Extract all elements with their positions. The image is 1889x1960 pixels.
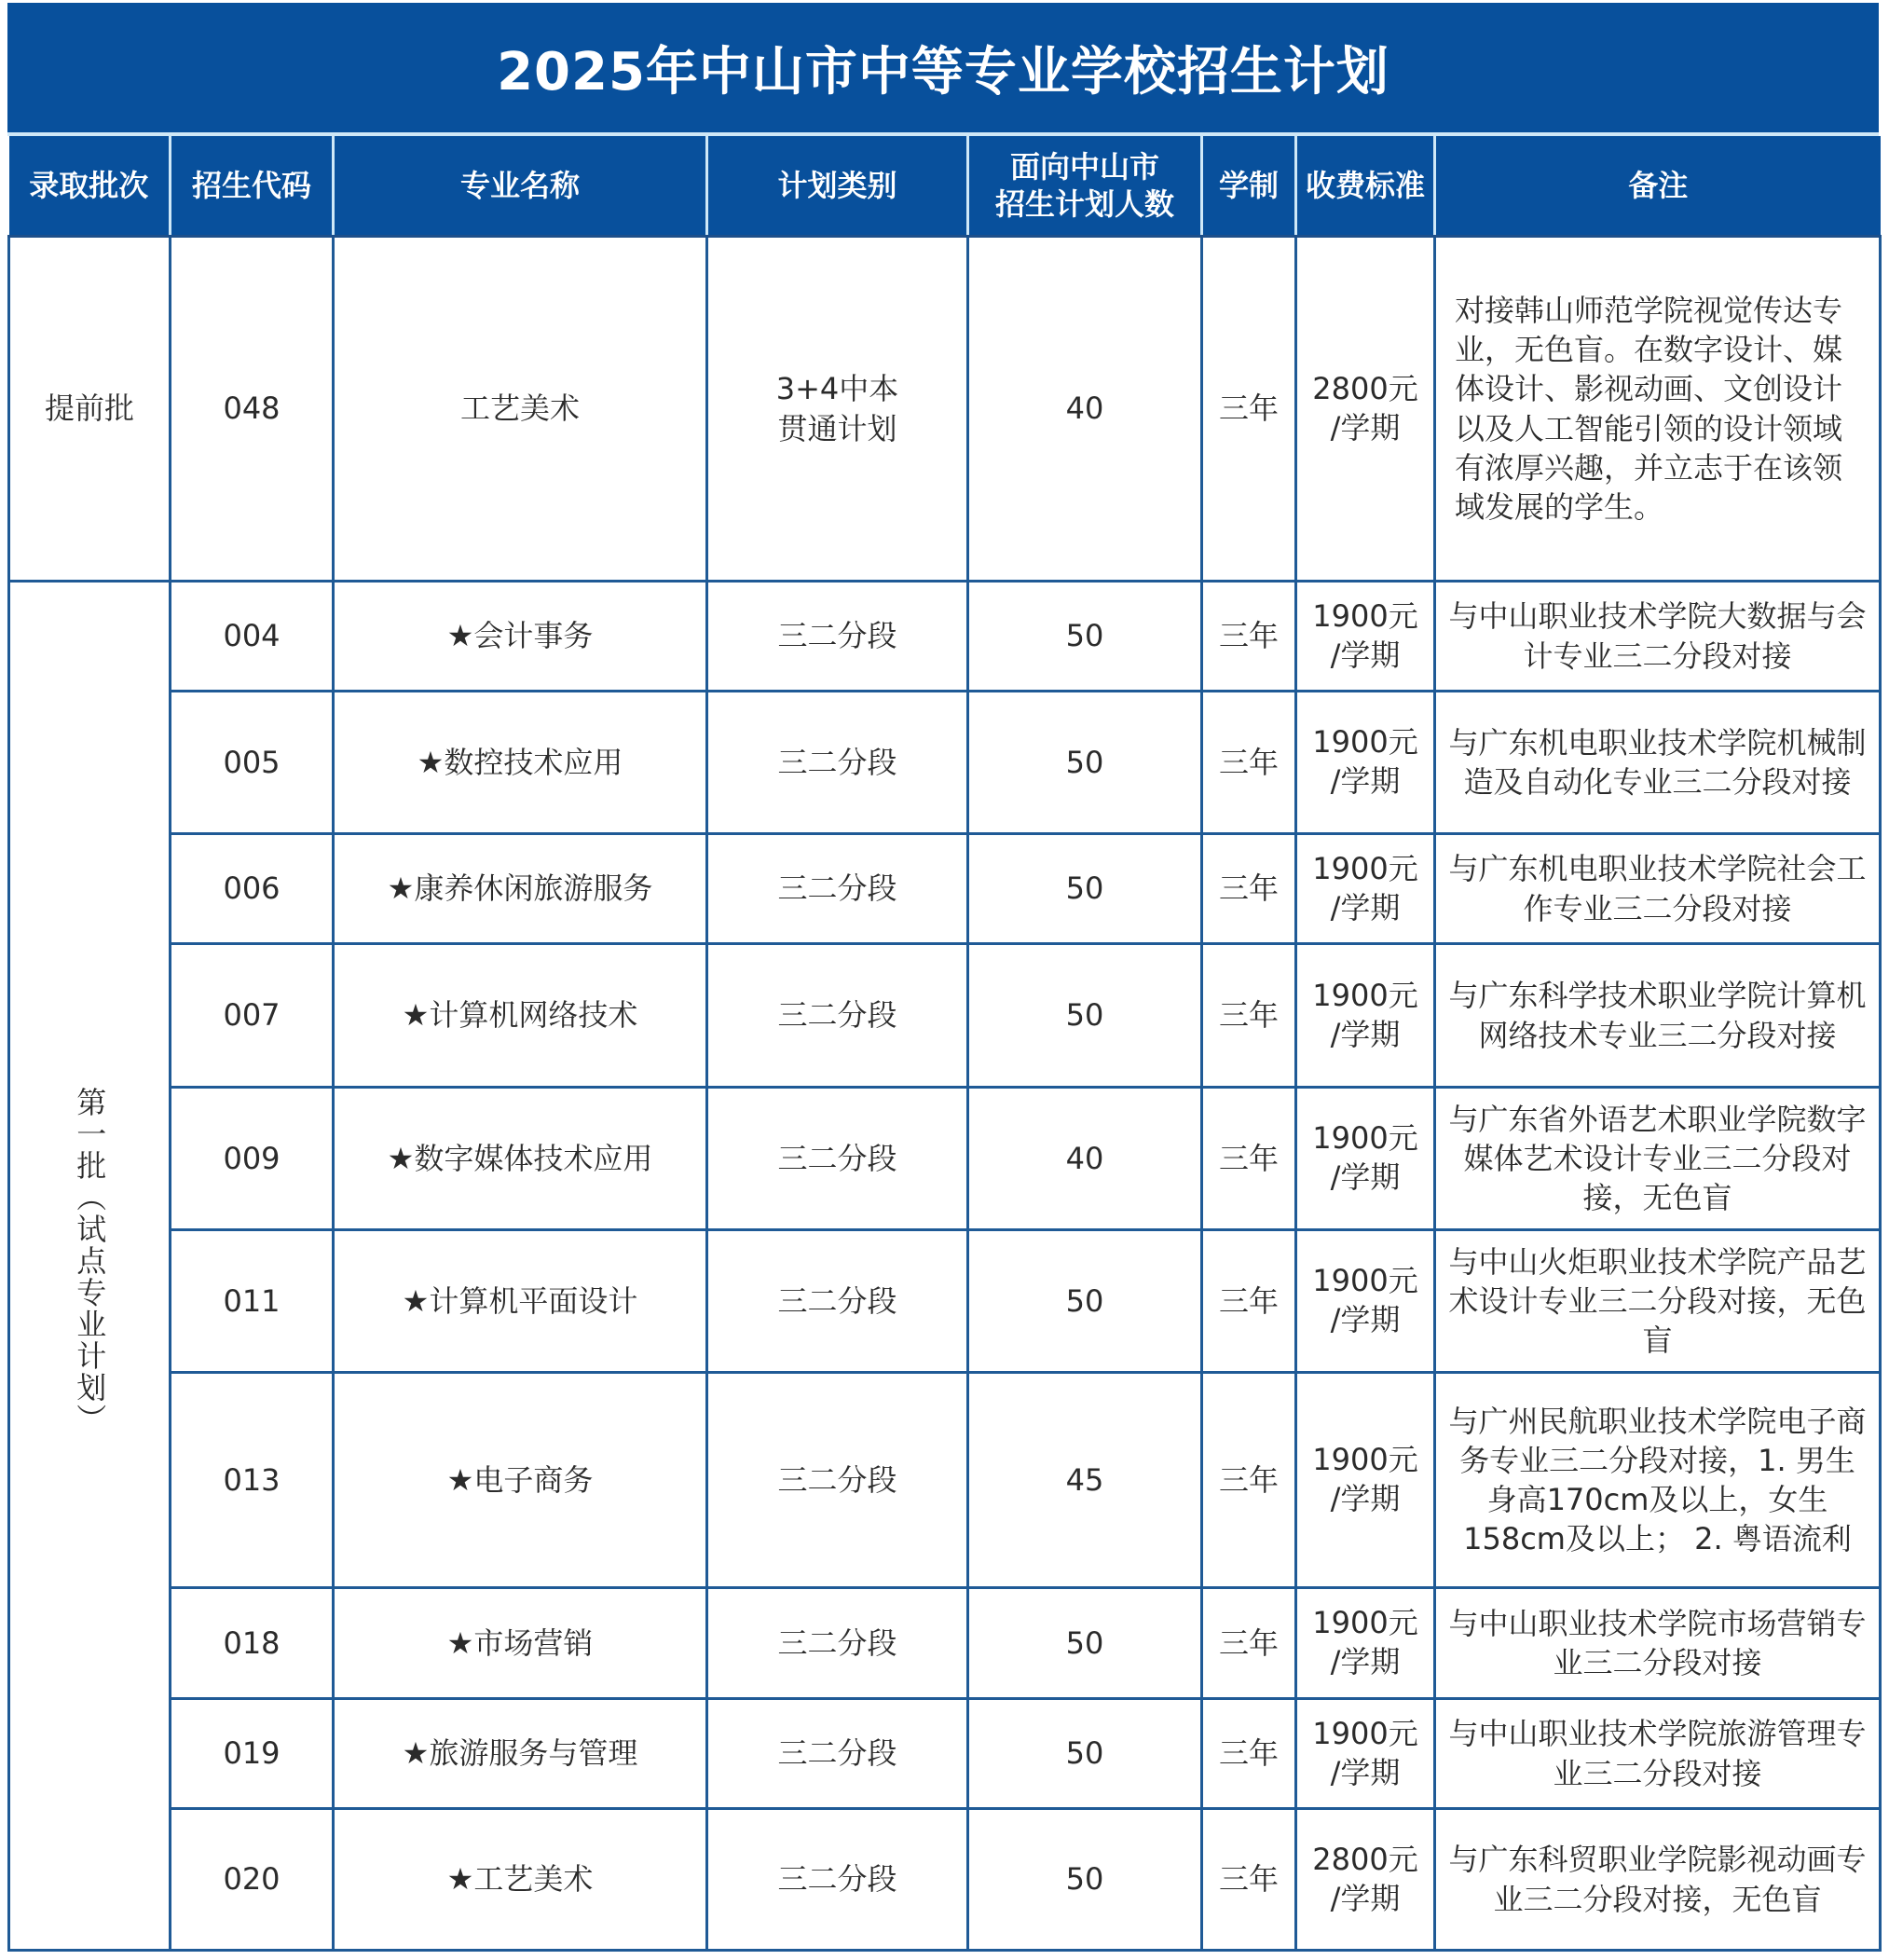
fee-cell [1296,1373,1435,1588]
fee-unit: /学期 [1330,637,1401,673]
code-cell: 007 [171,944,334,1088]
fee-cell [1296,1588,1435,1699]
major-cell: ★旅游服务与管理 [334,1699,707,1809]
fee-cell [1296,237,1435,582]
duration-cell: 三年 [1202,1699,1296,1809]
fee-amount: 1900元 [1312,1715,1418,1751]
quota-cell: 45 [968,1373,1202,1588]
plan-type-line1: 3+4中本 [775,370,899,406]
column-header-quota [968,136,1202,237]
major-cell: ★数控技术应用 [334,692,707,834]
fee-amount: 1900元 [1312,1605,1418,1641]
quota-cell: 50 [968,692,1202,834]
remark-cell: 与中山职业技术学院旅游管理专业三二分段对接 [1435,1699,1881,1809]
plan-type-cell: 三二分段 [707,692,968,834]
major-cell: ★电子商务 [334,1373,707,1588]
fee-amount: 1900元 [1312,724,1418,761]
fee-cell [1296,1809,1435,1951]
plan-type-cell: 三二分段 [707,582,968,692]
duration-cell: 三年 [1202,1230,1296,1373]
code-cell: 013 [171,1373,334,1588]
duration-cell: 三年 [1202,692,1296,834]
plan-type-cell [707,237,968,582]
duration-cell: 三年 [1202,1088,1296,1230]
remark-cell: 与广东科学技术职业学院计算机网络技术专业三二分段对接 [1435,944,1881,1088]
fee-unit: /学期 [1330,1644,1401,1679]
table-row [9,582,1881,692]
table-row [9,1809,1881,1951]
plan-type-line2: 贯通计划 [777,410,897,446]
fee-amount: 1900元 [1312,977,1418,1013]
duration-cell: 三年 [1202,1809,1296,1951]
fee-cell [1296,582,1435,692]
major-cell: ★工艺美术 [334,1809,707,1951]
duration-cell: 三年 [1202,834,1296,944]
plan-type-cell: 三二分段 [707,944,968,1088]
code-cell: 006 [171,834,334,944]
fee-cell [1296,692,1435,834]
column-header-quota-line2: 招生计划人数 [994,186,1174,222]
fee-unit: /学期 [1330,1754,1401,1790]
quota-cell: 40 [968,1088,1202,1230]
fee-amount: 1900元 [1312,1263,1418,1299]
fee-cell [1296,1699,1435,1809]
fee-unit: /学期 [1330,1302,1401,1337]
code-cell: 019 [171,1699,334,1809]
major-cell: 工艺美术 [334,237,707,582]
batch-cell [9,582,171,1951]
major-cell: ★计算机平面设计 [334,1230,707,1373]
fee-amount: 1900元 [1312,1442,1418,1478]
fee-unit: /学期 [1330,1880,1401,1916]
code-cell: 020 [171,1809,334,1951]
remark-cell: 与广东省外语艺术职业学院数字媒体艺术设计专业三二分段对接，无色盲 [1435,1088,1881,1230]
major-cell: ★计算机网络技术 [334,944,707,1088]
fee-unit: /学期 [1330,763,1401,799]
plan-type-cell: 三二分段 [707,1230,968,1373]
plan-type-cell: 三二分段 [707,834,968,944]
remark-cell: 对接韩山师范学院视觉传达专业，无色盲。在数字设计、媒体设计、影视动画、文创设计以及人工智能引领的设计领域有浓厚兴趣，并立志于在该领域发展的学生。 [1435,237,1881,582]
table-row [9,1230,1881,1373]
column-header-batch: 录取批次 [9,136,171,237]
enrollment-plan-sheet [7,3,1879,1952]
remark-cell: 与中山火炬职业技术学院产品艺术设计专业三二分段对接，无色盲 [1435,1230,1881,1373]
quota-cell: 50 [968,834,1202,944]
major-cell: ★市场营销 [334,1588,707,1699]
fee-amount: 2800元 [1312,1841,1418,1877]
major-cell: ★数字媒体技术应用 [334,1088,707,1230]
code-cell: 048 [171,237,334,582]
quota-cell: 50 [968,1699,1202,1809]
duration-cell: 三年 [1202,237,1296,582]
remark-cell: 与广东机电职业技术学院社会工作专业三二分段对接 [1435,834,1881,944]
plan-type-cell: 三二分段 [707,1699,968,1809]
fee-amount: 1900元 [1312,1120,1418,1157]
column-header-fee: 收费标准 [1296,136,1435,237]
duration-cell: 三年 [1202,944,1296,1088]
column-header-quota-line1: 面向中山市 [1009,149,1159,185]
table-row [9,1088,1881,1230]
table-header-row [9,136,1881,237]
table-row [9,1373,1881,1588]
plan-type-cell: 三二分段 [707,1588,968,1699]
table-row [9,834,1881,944]
code-cell: 018 [171,1588,334,1699]
table-row [9,692,1881,834]
code-cell: 004 [171,582,334,692]
duration-cell: 三年 [1202,1373,1296,1588]
fee-unit: /学期 [1330,1016,1401,1052]
plan-type-cell: 三二分段 [707,1088,968,1230]
enrollment-plan-table [7,136,1882,1952]
quota-cell: 40 [968,237,1202,582]
quota-cell: 50 [968,1809,1202,1951]
column-header-major: 专业名称 [334,136,707,237]
code-cell: 011 [171,1230,334,1373]
code-cell: 005 [171,692,334,834]
fee-amount: 2800元 [1312,370,1418,406]
batch-cell: 提前批 [9,237,171,582]
remark-cell: 与广东机电职业技术学院机械制造及自动化专业三二分段对接 [1435,692,1881,834]
quota-cell: 50 [968,582,1202,692]
fee-unit: /学期 [1330,1481,1401,1516]
table-row [9,237,1881,582]
table-row [9,1699,1881,1809]
remark-cell: 与广东科贸职业学院影视动画专业三二分段对接，无色盲 [1435,1809,1881,1951]
major-cell: ★会计事务 [334,582,707,692]
fee-amount: 1900元 [1312,850,1418,886]
batch-label-vertical: 第一批（试点专业计划） [72,1086,108,1435]
fee-cell [1296,944,1435,1088]
table-row [9,1588,1881,1699]
plan-type-cell: 三二分段 [707,1373,968,1588]
fee-unit: /学期 [1330,409,1401,445]
quota-cell: 50 [968,1230,1202,1373]
fee-unit: /学期 [1330,889,1401,925]
remark-cell: 与中山职业技术学院大数据与会计专业三二分段对接 [1435,582,1881,692]
quota-cell: 50 [968,944,1202,1088]
table-row [9,944,1881,1088]
fee-cell [1296,1230,1435,1373]
code-cell: 009 [171,1088,334,1230]
fee-unit: /学期 [1330,1159,1401,1195]
fee-cell [1296,1088,1435,1230]
column-header-duration: 学制 [1202,136,1296,237]
fee-cell [1296,834,1435,944]
column-header-code: 招生代码 [171,136,334,237]
quota-cell: 50 [968,1588,1202,1699]
page-title: 2025年中山市中等专业学校招生计划 [7,3,1879,136]
duration-cell: 三年 [1202,582,1296,692]
duration-cell: 三年 [1202,1588,1296,1699]
remark-cell: 与广州民航职业技术学院电子商务专业三二分段对接，1. 男生身高170cm及以上，女生158cm及以上； 2. 粤语流利 [1435,1373,1881,1588]
column-header-plan-type: 计划类别 [707,136,968,237]
major-cell: ★康养休闲旅游服务 [334,834,707,944]
fee-amount: 1900元 [1312,597,1418,634]
plan-type-cell: 三二分段 [707,1809,968,1951]
column-header-remark: 备注 [1435,136,1881,237]
remark-cell: 与中山职业技术学院市场营销专业三二分段对接 [1435,1588,1881,1699]
